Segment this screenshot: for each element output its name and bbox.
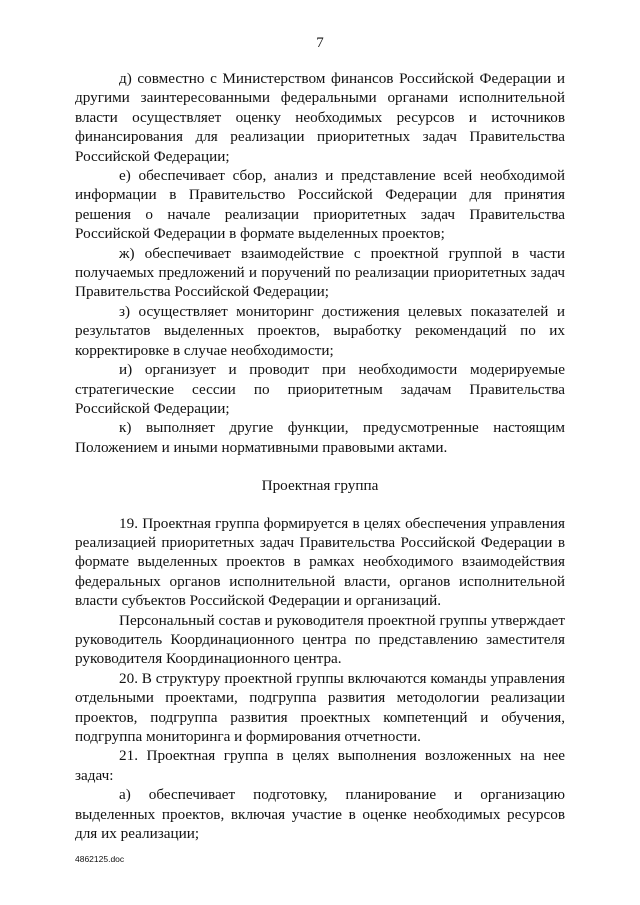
paragraph-19-personnel: Персональный состав и руководителя проектной группы утверждает руководитель Координационного центра по представлению заместителя руководителя Координационного центра. [75,611,565,668]
page-number: 7 [316,35,324,51]
paragraph-19: 19. Проектная группа формируется в целях обеспечения управления реализацией приоритетных задач Правительства Российской Федерации в формате выделенных проектов в рамках необходимого взаимодействия федеральных органов исполнительной власти, органов исполнительной власти субъектов Российской Федерации и организаций. [75,514,565,610]
paragraph-21: 21. Проектная группа в целях выполнения возложенных на нее задач: [75,747,565,784]
document-body [75,69,565,843]
paragraph-z: з) осуществляет мониторинг достижения целевых показателей и результатов выделенных проектов, выработку рекомендаций по их корректировке в случае необходимости; [75,302,565,359]
paragraph-20: 20. В структуру проектной группы включаются команды управления отдельными проектами, подгруппа развития методологии реализации проектов, подгруппа развития проектных компетенций и обучения, подгруппа мониторинга и формирования отчетности. [75,669,565,745]
section-heading: Проектная группа [261,477,379,495]
paragraph-i: и) организует и проводит при необходимости модерируемые стратегические сессии по приоритетным задачам Правительства Российской Федерации; [75,361,565,417]
paragraph-k: к) выполняет другие функции, предусмотренные настоящим Положением и иными нормативными правовыми актами. [75,419,565,456]
paragraph-e: е) обеспечивает сбор, анализ и представление всей необходимой информации в Правительство Российской Федерации для принятия решения о начале реализации приоритетных задач Правительства Российской Федерации в формате выделенных проектов; [75,167,565,243]
paragraph-zh: ж) обеспечивает взаимодействие с проектной группой в части получаемых предложений и поручений по реализации приоритетных задач Правительства Российской Федерации; [75,244,565,301]
paragraph-d: д) совместно с Министерством финансов Российской Федерации и другими заинтересованными федеральными органами исполнительной власти осуществляет оценку необходимых ресурсов и источников финансирования для реализации приоритетных задач Правительства Российской Федерации; [75,70,565,165]
paragraph-21-a: а) обеспечивает подготовку, планирование и организацию выделенных проектов, включая участие в оценке необходимых ресурсов для их реализации; [75,786,565,843]
footer-filename: 4862125.doc [75,854,125,864]
